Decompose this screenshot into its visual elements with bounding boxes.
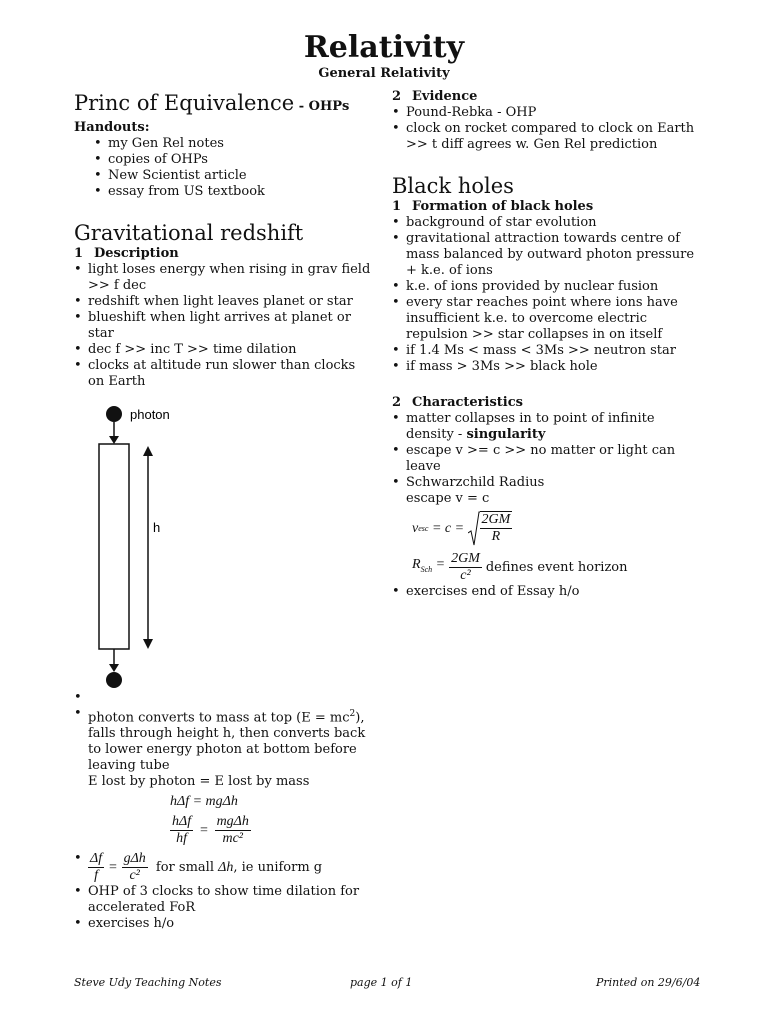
list-item: • every star reaches point where ions have insufficient k.e. to overcome electric repulsion >> star collapses in on itself [392,295,702,343]
evidence-list [392,105,702,153]
photon-bottom-dot [106,672,122,688]
black-holes-heading: Black holes [392,174,514,198]
list-item: • if mass > 3Ms >> black hole [392,359,702,375]
list-item: • exercises end of Essay h/o [392,584,702,600]
equation-2: $\frac{\text{hΔf}}{hf}$ = $\frac{\text{mgΔh}}{\text{mc²}}$ [172,814,249,847]
list-item: • light loses energy when rising in grav field >> f dec [74,262,374,294]
tube-diagram [74,390,374,690]
list-item: • OHP of 3 clocks to show time dilation for accelerated FoR [74,884,374,916]
list-item: • clocks at altitude run slower than clocks on Earth [74,358,374,390]
result-list [74,851,374,932]
schwarzschild-equation: $R_{Sch}$ = $\frac{2GM}{\text{c²}}$ defines event horizon [412,551,628,583]
handouts-list [74,136,374,200]
derivation-list [74,690,374,774]
formation-subheading: 1 Formation of black holes [392,199,594,214]
description-subheading: 1 Description [74,246,179,261]
list-item: • New Scientist article [94,168,374,184]
list-item: • matter collapses in to point of infinite density - singularity [392,411,702,443]
list-item: • photon converts to mass at top $(E = mc^2)$, falls through height h, then converts back to lower energy photon at bottom before leaving tube [74,706,374,774]
photon-entry-arrowhead [109,436,119,444]
tube-rect [99,444,129,649]
energy-lost-line: E lost by photon = E lost by mass [88,774,310,790]
list-item: • my Gen Rel notes [94,136,374,152]
list-item: • Pound-Rebka - OHP [392,105,702,121]
equivalence-heading: Princ of Equivalence - OHPs [74,91,350,115]
tube-diagram-svg [74,390,374,690]
list-item: • essay from US textbook [94,184,374,200]
photon-exit-arrowhead [109,664,119,672]
list-item: • clock on rocket compared to clock on Earth >> t diff agrees w. Gen Rel prediction [392,121,702,153]
equation-1: hΔf = mgΔh [170,794,238,810]
height-arrow-down [143,639,153,649]
right-column [392,89,702,600]
formation-list [392,215,702,375]
list-item: • blueshift when light arrives at planet or star [74,310,374,342]
photon-top-dot [106,406,122,422]
redshift-heading: Gravitational redshift [74,221,304,245]
list-item: • escape v >= c >> no matter or light can leave [392,443,702,475]
list-item: • redshift when light leaves planet or star [74,294,374,310]
page-subtitle: General Relativity [318,66,450,81]
escape-velocity-equation: v esc = c = $\frac{2GM}{R}$ [412,511,702,547]
empty-bullet [74,690,374,706]
list-item: • copies of OHPs [94,152,374,168]
footer-left: Steve Udy Teaching Notes [74,976,222,989]
page-title: Relativity [303,30,465,65]
list-item: • if 1.4 Ms < mass < 3Ms >> neutron star [392,343,702,359]
list-item: • Schwarzchild Radius [392,475,702,491]
list-item: • exercises h/o [74,916,374,932]
list-item: • k.e. of ions provided by nuclear fusion [392,279,702,295]
height-label: h [153,520,161,535]
footer-center: page 1 of 1 [350,976,413,989]
footer-right: Printed on 29/6/04 [596,976,701,989]
description-list [74,262,374,390]
left-column [74,90,374,932]
escape-velocity-line: escape v = c [406,491,490,506]
characteristics-list [392,411,702,491]
list-item: • background of star evolution [392,215,702,231]
sqrt-sign [468,511,480,547]
photon-label: photon [130,407,170,422]
list-item: • dec f >> inc T >> time dilation [74,342,374,358]
characteristics-subheading: 2 Characteristics [392,395,523,410]
final-list [392,584,702,600]
evidence-subheading: 2 Evidence [392,89,478,104]
list-item: • gravitational attraction towards centre of mass balanced by outward photon pressure + k.e. of ions [392,231,702,279]
handouts-label: Handouts: [74,120,150,135]
list-item: • $\frac{\Delta f}{f}$ = $\frac{\text{gΔh}}{\text{c²}}$ for small Δh, ie uniform g [74,851,374,884]
height-arrow-up [143,446,153,456]
